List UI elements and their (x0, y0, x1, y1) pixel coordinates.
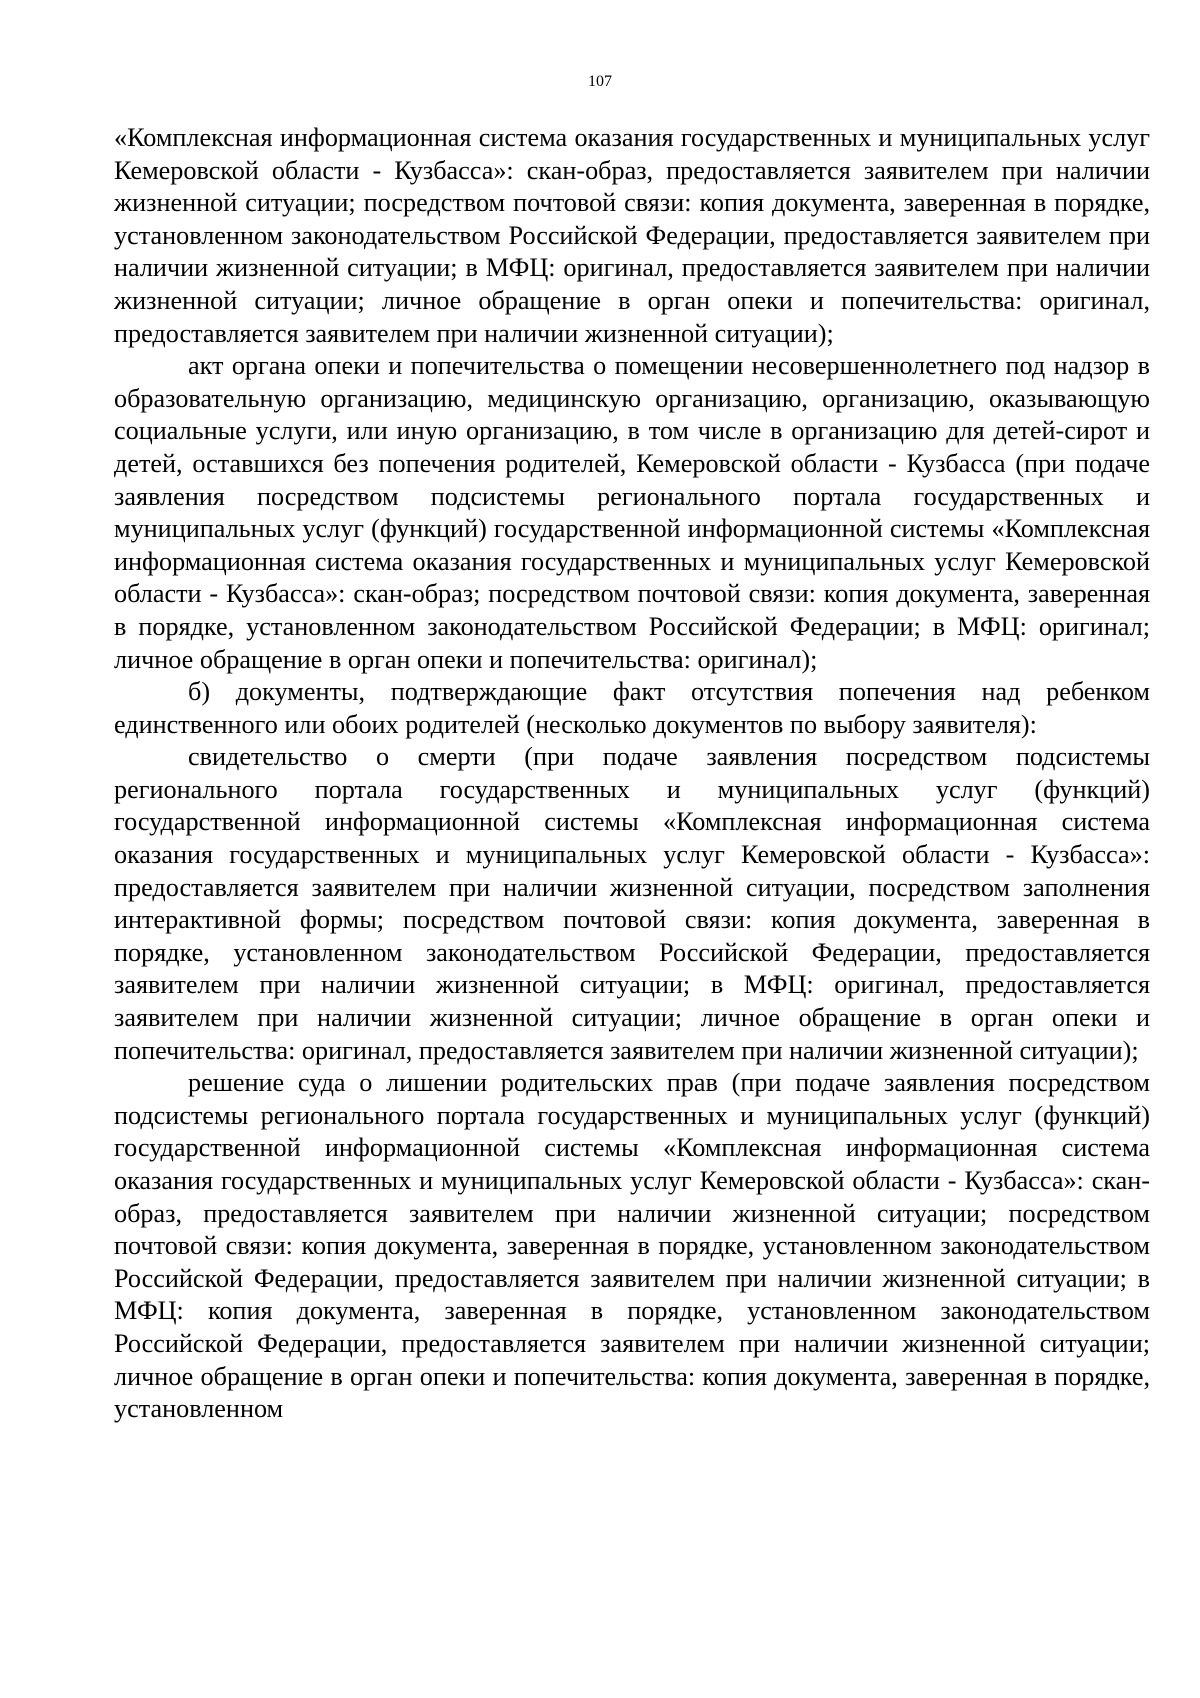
paragraph-death-certificate: свидетельство о смерти (при подаче заявления посредством подсистемы регионального портала государственных и муниципальных услуг (функций) государственной информационной системы «Комплексная информационная система оказания государственных и муниципальных услуг Кемеровской области - Кузбасса»: предоставляется заявителем при наличии жизненной ситуации, посредством заполнения интерактивной формы; посредством почтовой связи: копия документа, заверенная в порядке, установленном законодательством Российской Федерации, предоставляется заявителем при наличии жизненной ситуации; в МФЦ: оригинал, предоставляется заявителем при наличии жизненной ситуации; личное обращение в орган опеки и попечительства: оригинал, предоставляется заявителем при наличии жизненной ситуации); (114, 742, 1150, 1065)
page-number: 107 (588, 73, 612, 90)
paragraph-guardianship-act: акт органа опеки и попечительства о помещении несовершеннолетнего под надзор в образовательную организацию, медицинскую организацию, организацию, оказывающую социальные услуги, или иную организацию, в том числе в организацию для детей-сирот и детей, оставшихся без попечения родителей, Кемеровской области - Кузбасса (при подаче заявления посредством подсистемы регионального портала государственных и муниципальных услуг (функций) государственной информационной системы «Комплексная информационная система оказания государственных и муниципальных услуг Кемеровской области - Кузбасса»: скан-образ; посредством почтовой связи: копия документа, заверенная в порядке, установленном законодательством Российской Федерации; в МФЦ: оригинал; личное обращение в орган опеки и попечительства: оригинал); (114, 351, 1150, 674)
paragraph-continuation: «Комплексная информационная система оказания государственных и муниципальных услуг Кемеровской области - Кузбасса»: скан-образ, предоставляется заявителем при наличии жизненной ситуации; посредством почтовой связи: копия документа, заверенная в порядке, установленном законодательством Российской Федерации, предоставляется заявителем при наличии жизненной ситуации; в МФЦ: оригинал, предоставляется заявителем при наличии жизненной ситуации; личное обращение в орган опеки и попечительства: оригинал, предоставляется заявителем при наличии жизненной ситуации); (114, 123, 1150, 348)
document-body (114, 122, 1150, 1426)
paragraph-court-decision: решение суда о лишении родительских прав (при подаче заявления посредством подсистемы регионального портала государственных и муниципальных услуг (функций) государственной информационной системы «Комплексная информационная система оказания государственных и муниципальных услуг Кемеровской области - Кузбасса»: скан-образ, предоставляется заявителем при наличии жизненной ситуации; посредством почтовой связи: копия документа, заверенная в порядке, установленном законодательством Российской Федерации, предоставляется заявителем при наличии жизненной ситуации; в МФЦ: копия документа, заверенная в порядке, установленном законодательством Российской Федерации, предоставляется заявителем при наличии жизненной ситуации; личное обращение в орган опеки и попечительства: копия документа, заверенная в порядке, установленном (114, 1068, 1150, 1424)
paragraph-item-b: б) документы, подтверждающие факт отсутствия попечения над ребенком единственного или обоих родителей (несколько документов по выбору заявителя): (114, 677, 1150, 739)
